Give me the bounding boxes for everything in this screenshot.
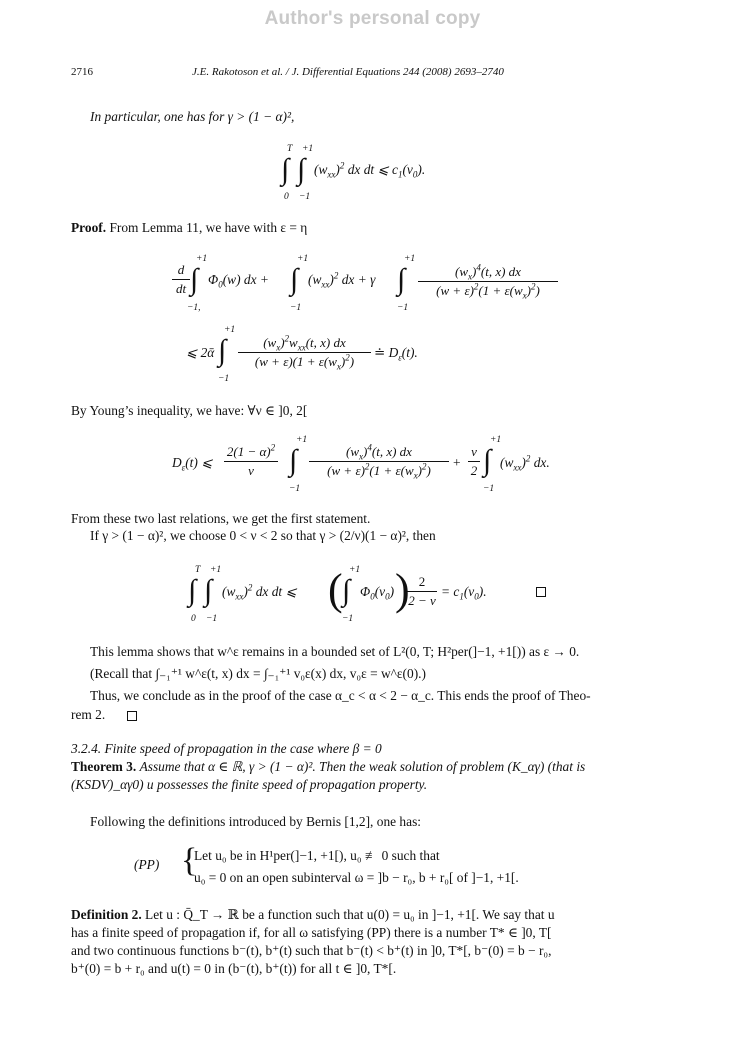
definition-line-1 bbox=[71, 906, 555, 923]
following-text: Following the definitions introduced by Bernis [1,2], one has: bbox=[90, 814, 421, 829]
theorem-text-2: (KSDV)_αγ0) u possesses the finite speed of propagation property. bbox=[71, 777, 428, 792]
two-relations-text: From these two last relations, we get the first statement. bbox=[71, 511, 371, 526]
watermark: Author's personal copy bbox=[264, 8, 481, 29]
qed-box-1 bbox=[536, 587, 546, 597]
lemma-shows-text: This lemma shows that w^ε remains in a bounded set of L²(0, T; H²per(]−1, +1[)) as ε → 0. bbox=[90, 644, 580, 659]
definition-text-2: has a finite speed of propagation if, for all ω satisfying (PP) there is a number T* ∈ ]0, T[ bbox=[71, 925, 552, 940]
pp-brace: { bbox=[181, 842, 198, 879]
qed-box-2 bbox=[127, 711, 137, 721]
pp-line-2: u₀ = 0 on an open subinterval ω = ]b − r₀, b + r₀[ of ]−1, +1[. bbox=[194, 870, 519, 885]
in-particular-text: In particular, one has for γ > (1 − α)², bbox=[90, 109, 295, 124]
definition-text-3: and two continuous functions b⁻(t), b⁺(t) such that b⁻(t) < b⁺(t) in ]0, T*[, b⁻(0) = b − r₀, bbox=[71, 943, 552, 958]
thus-text-2: rem 2. bbox=[71, 707, 106, 722]
thus-text-1: Thus, we conclude as in the proof of the case α_c < α < 2 − α_c. This ends the proof of Theo- bbox=[90, 688, 591, 703]
recall-text: (Recall that ∫₋₁⁺¹ w^ε(t, x) dx = ∫₋₁⁺¹ v₀ε(x) dx, v₀ε = w^ε(0).) bbox=[90, 666, 426, 681]
proof-paragraph bbox=[71, 219, 307, 236]
proof-label: Proof. bbox=[71, 220, 107, 235]
page-number: 2716 bbox=[71, 66, 93, 78]
theorem-text-1: Assume that α ∈ ℝ, γ > (1 − α)². Then the weak solution of problem (K_αγ) (that is bbox=[139, 759, 586, 774]
if-gamma-text: If γ > (1 − α)², we choose 0 < ν < 2 so that γ > (2/ν)(1 − α)², then bbox=[90, 528, 436, 543]
subsection-heading: 3.2.4. Finite speed of propagation in the case where β = 0 bbox=[71, 741, 382, 756]
young-text: By Young’s inequality, we have: ∀ν ∈ ]0, 2[ bbox=[71, 403, 308, 418]
theorem-label: Theorem 3. bbox=[71, 759, 137, 774]
theorem-line-1 bbox=[71, 758, 585, 775]
proof-text: From Lemma 11, we have with ε = η bbox=[109, 220, 308, 235]
pp-line-1: Let u₀ be in H¹per(]−1, +1[), u₀ ≢ 0 such that bbox=[194, 848, 440, 863]
definition-text-1: Let u : Q̄_T → ℝ be a function such that u(0) = u₀ in ]−1, +1[. We say that u bbox=[145, 907, 555, 922]
pp-label: (PP) bbox=[134, 857, 160, 872]
definition-label: Definition 2. bbox=[71, 907, 142, 922]
running-head: J.E. Rakotoson et al. / J. Differential Equations 244 (2008) 2693–2740 bbox=[192, 66, 504, 78]
definition-text-4: b⁺(0) = b + r₀ and u(t) = 0 in (b⁻(t), b⁺(t)) for all t ∈ ]0, T*[. bbox=[71, 961, 397, 976]
